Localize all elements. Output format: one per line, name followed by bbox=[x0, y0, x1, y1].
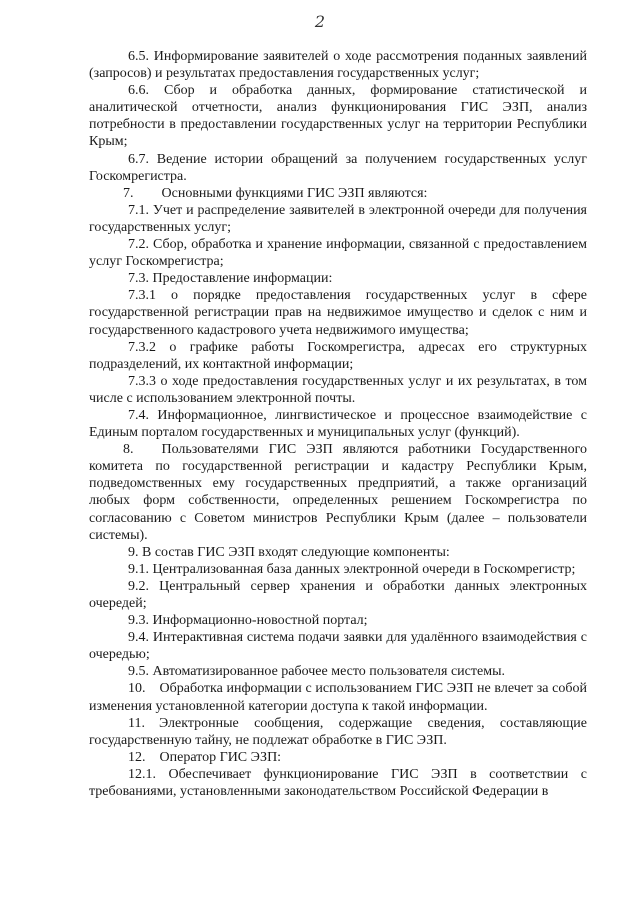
paragraph-12: 12. Оператор ГИС ЭЗП: bbox=[128, 749, 282, 765]
paragraph-11: 11. Электронные сообщения, содержащие сведения, составляющие государственную тайну, не подлежат обработке в ГИС ЭЗП. bbox=[89, 715, 587, 748]
paragraph-7-3-2: 7.3.2 о графике работы Госкомрегистра, адресах его структурных подразделений, их контактной информации; bbox=[89, 339, 587, 372]
paragraph-7-3-1: 7.3.1 о порядке предоставления государственных услуг в сфере государственной регистрации прав на недвижимое имущество и сделок с ним и государственного кадастрового учета недвижимого имущества; bbox=[89, 288, 587, 338]
paragraph-9-3: 9.3. Информационно-новостной портал; bbox=[128, 613, 368, 629]
paragraph-12-1: 12.1. Обеспечивает функционирование ГИС ЭЗП в соответствии с требованиями, установленными законодательством Российской Федерации в bbox=[89, 766, 587, 800]
paragraph-6-7: 6.7. Ведение истории обращений за получением государственных услуг Госкомрегистра. bbox=[89, 151, 587, 184]
paragraph-7-2: 7.2. Сбор, обработка и хранение информации, связанной с предоставлением услуг Госкомрегистра; bbox=[89, 237, 587, 270]
paragraph-6-5: 6.5. Информирование заявителей о ходе рассмотрения поданных заявлений (запросов) и результатах предоставления государственных услуг; bbox=[89, 49, 587, 82]
paragraph-7: 7. Основными функциями ГИС ЭЗП являются: bbox=[123, 185, 428, 201]
document-body bbox=[89, 48, 587, 800]
paragraph-8: 8. Пользователями ГИС ЭЗП являются работники Государственного комитета по государственной регистрации и кадастру Республики Крым, подведомственных ему государственных предприятий, а также организаций любых форм собственности, определенных решением Госкомрегистра по согласованию с Советом министров Республики Крым (далее – пользователи системы). bbox=[89, 442, 587, 543]
paragraph-9: 9. В состав ГИС ЭЗП входят следующие компоненты: bbox=[128, 544, 450, 560]
paragraph-10: 10. Обработка информации с использованием ГИС ЭЗП не влечет за собой изменения установленной категории доступа к такой информации. bbox=[89, 681, 587, 714]
page-number: 2 bbox=[314, 12, 326, 31]
paragraph-6-6: 6.6. Сбор и обработка данных, формирование статистической и аналитической отчетности, анализ функционирования ГИС ЭЗП, анализ потребности в предоставлении государственных услуг на территории Республики Крым; bbox=[89, 83, 587, 150]
paragraph-9-1: 9.1. Централизованная база данных электронной очереди в Госкомрегистр; bbox=[128, 561, 576, 577]
paragraph-7-1: 7.1. Учет и распределение заявителей в электронной очереди для получения государственных услуг; bbox=[89, 202, 587, 235]
paragraph-7-4: 7.4. Информационное, лингвистическое и процессное взаимодействие с Единым порталом государственных и муниципальных услуг (функций). bbox=[89, 407, 587, 441]
paragraph-9-5: 9.5. Автоматизированное рабочее место пользователя системы. bbox=[128, 664, 505, 680]
paragraph-9-2: 9.2. Центральный сервер хранения и обработки данных электронных очередей; bbox=[89, 578, 587, 611]
paragraph-9-4: 9.4. Интерактивная система подачи заявки для удалённого взаимодействия с очередью; bbox=[89, 630, 587, 663]
paragraph-7-3: 7.3. Предоставление информации: bbox=[128, 271, 333, 287]
paragraph-7-3-3: 7.3.3 о ходе предоставления государственных услуг и их результатах, в том числе с использованием электронной почты. bbox=[89, 373, 587, 406]
